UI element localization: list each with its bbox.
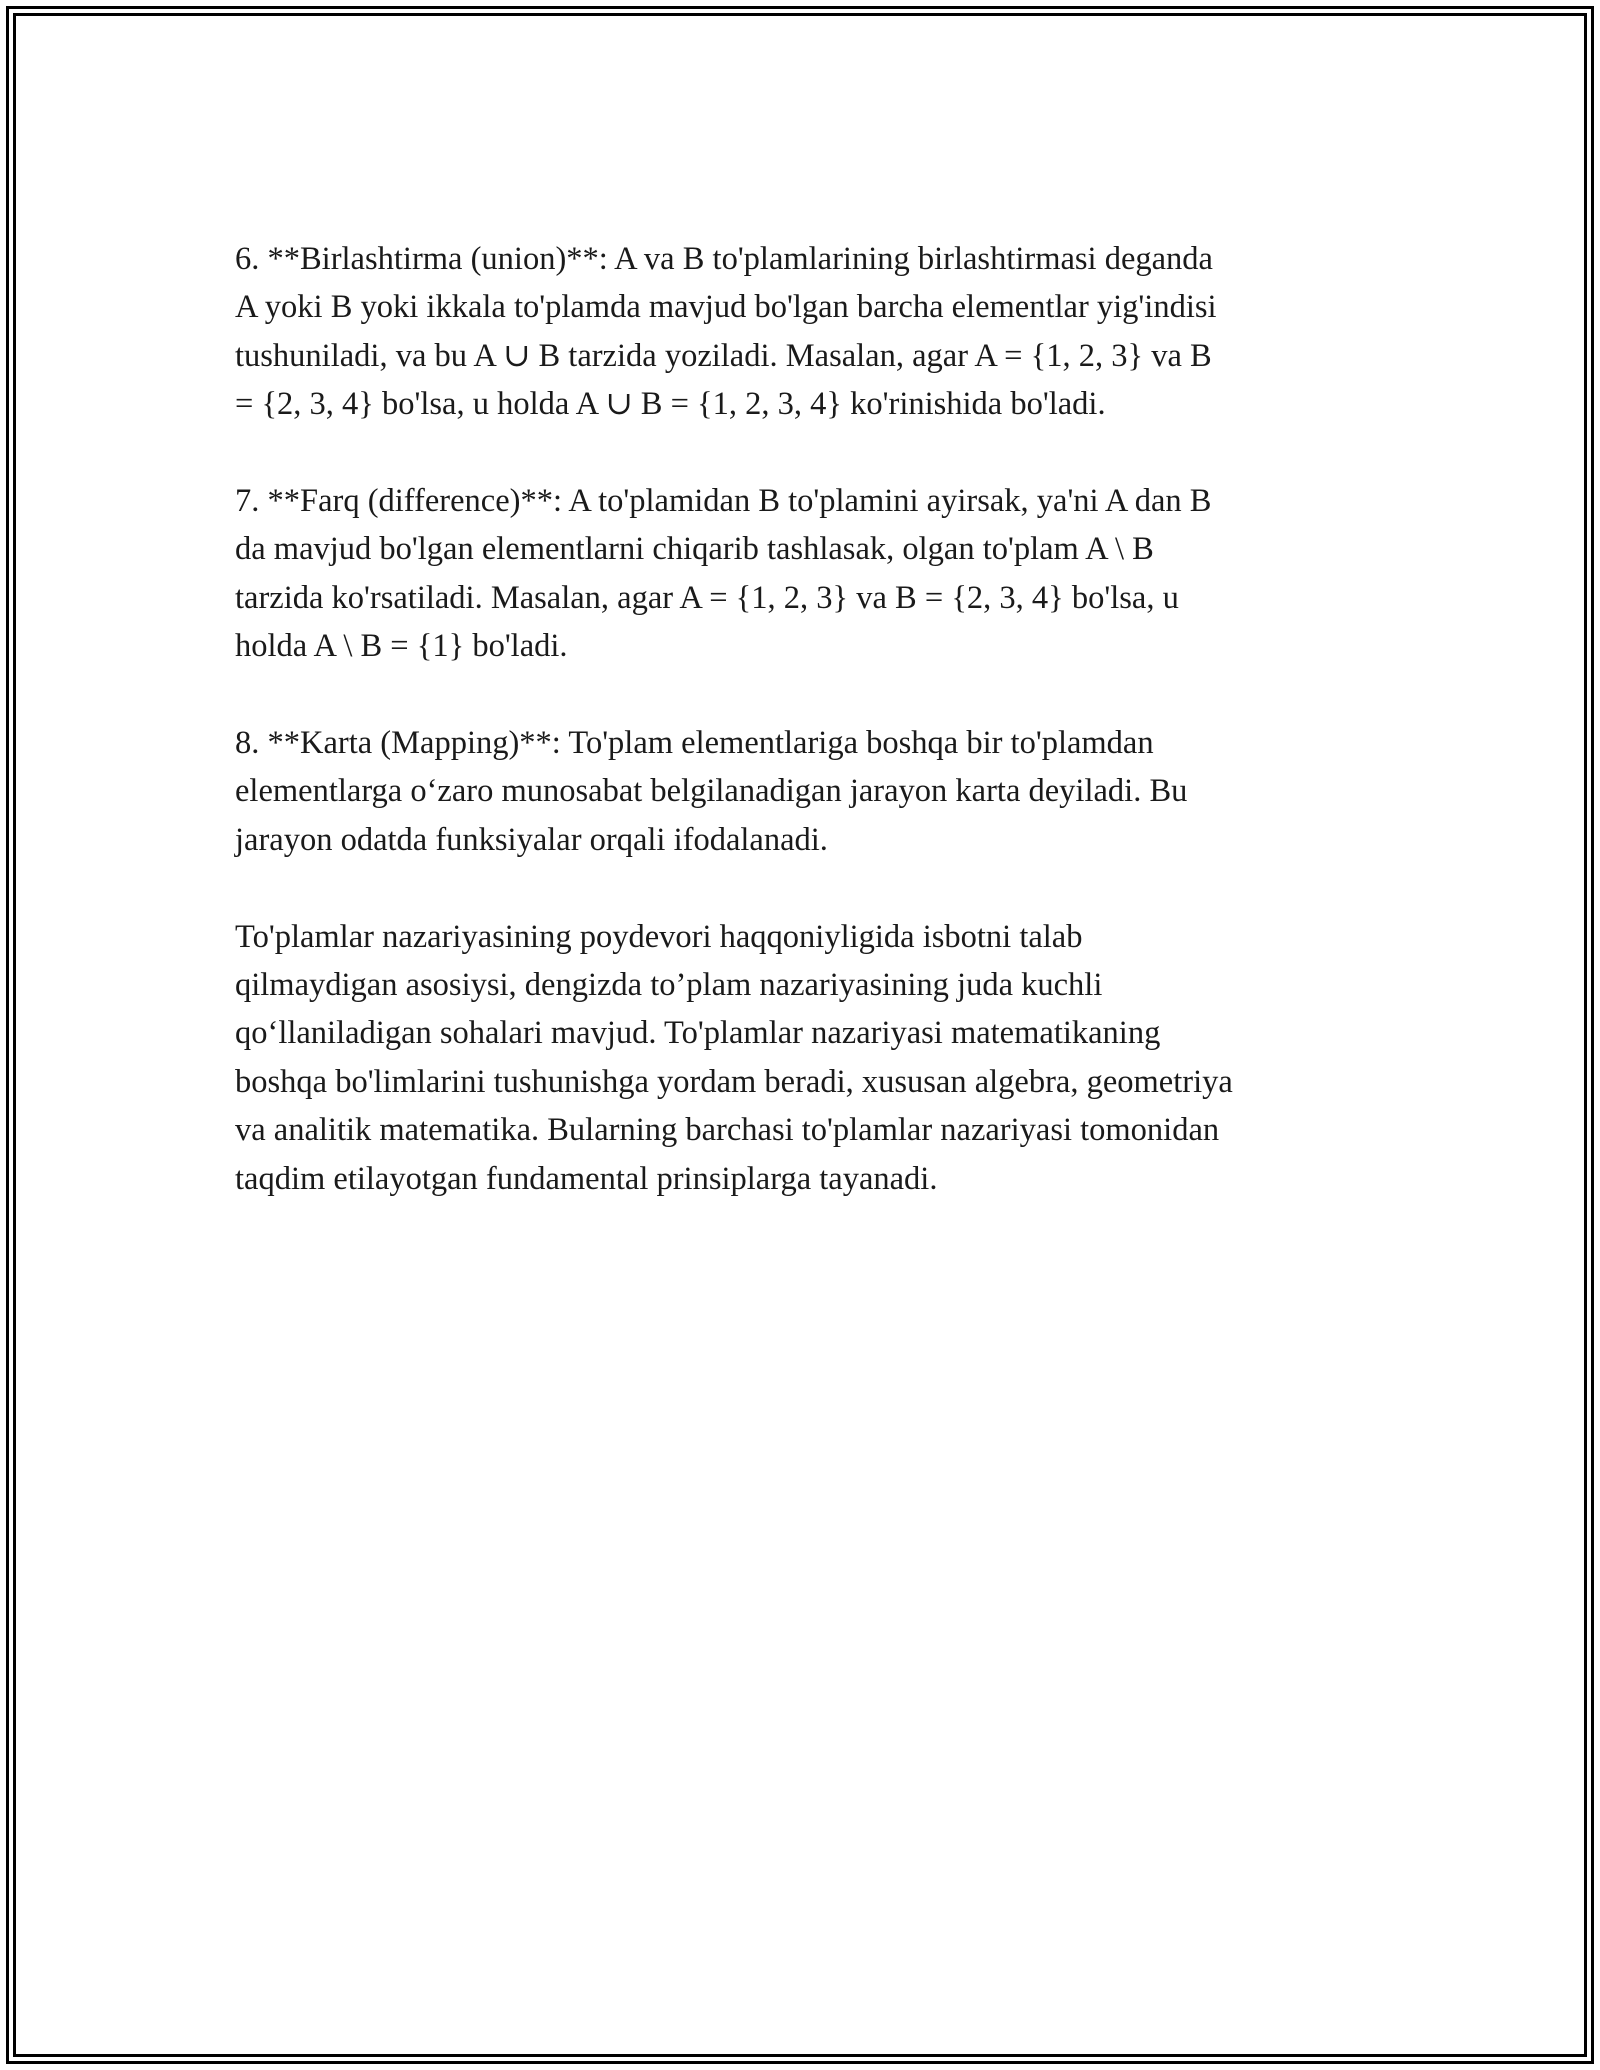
- line: boshqa bo'limlarini tushunishga yordam beradi, xususan algebra, geometriya: [235, 1063, 1233, 1100]
- line: da mavjud bo'lgan elementlarni chiqarib tashlasak, olgan to'plam A \ B: [235, 531, 1154, 568]
- line: tushuniladi, va bu A ∪ B tarzida yoziladi. Masalan, agar A = {1, 2, 3} va B: [235, 337, 1212, 374]
- line: tarzida ko'rsatiladi. Masalan, agar A = {1, 2, 3} va B = {2, 3, 4} bo'lsa, u: [235, 579, 1179, 616]
- line: 8. **Karta (Mapping)**: To'plam elementlariga boshqa bir to'plamdan: [235, 725, 1154, 762]
- paragraph-union: [235, 235, 1365, 429]
- line: holda A \ B = {1} bo'ladi.: [235, 628, 568, 665]
- paragraph-mapping: [235, 719, 1365, 864]
- line: va analitik matematika. Bularning barchasi to'plamlar nazariyasi tomonidan: [235, 1112, 1220, 1149]
- line: qilmaydigan asosiysi, dengizda to’plam nazariyasining juda kuchli: [235, 967, 1103, 1004]
- line: 7. **Farq (difference)**: A to'plamidan B to'plamini ayirsak, ya'ni A dan B: [235, 483, 1212, 520]
- document-body: [235, 235, 1365, 1203]
- line: jarayon odatda funksiyalar orqali ifodalanadi.: [235, 821, 828, 858]
- line: 6. **Birlashtirma (union)**: A va B to'plamlarining birlashtirmasi deganda: [235, 241, 1213, 277]
- line: qoʻllaniladigan sohalari mavjud. To'plamlar nazariyasi matematikaning: [235, 1015, 1161, 1052]
- line: = {2, 3, 4} bo'lsa, u holda A ∪ B = {1, 2, 3, 4} ko'rinishida bo'ladi.: [235, 386, 1106, 423]
- paragraph-difference: [235, 477, 1365, 671]
- line: To'plamlar nazariyasining poydevori haqqoniyligida isbotni talab: [235, 918, 1083, 955]
- line: taqdim etilayotgan fundamental prinsiplarga tayanadi.: [235, 1160, 938, 1197]
- paragraph-conclusion: [235, 913, 1365, 1203]
- line: A yoki B yoki ikkala to'plamda mavjud bo'lgan barcha elementlar yig'indisi: [235, 289, 1217, 326]
- line: elementlarga oʻzaro munosabat belgilanadigan jarayon karta deyiladi. Bu: [235, 773, 1188, 810]
